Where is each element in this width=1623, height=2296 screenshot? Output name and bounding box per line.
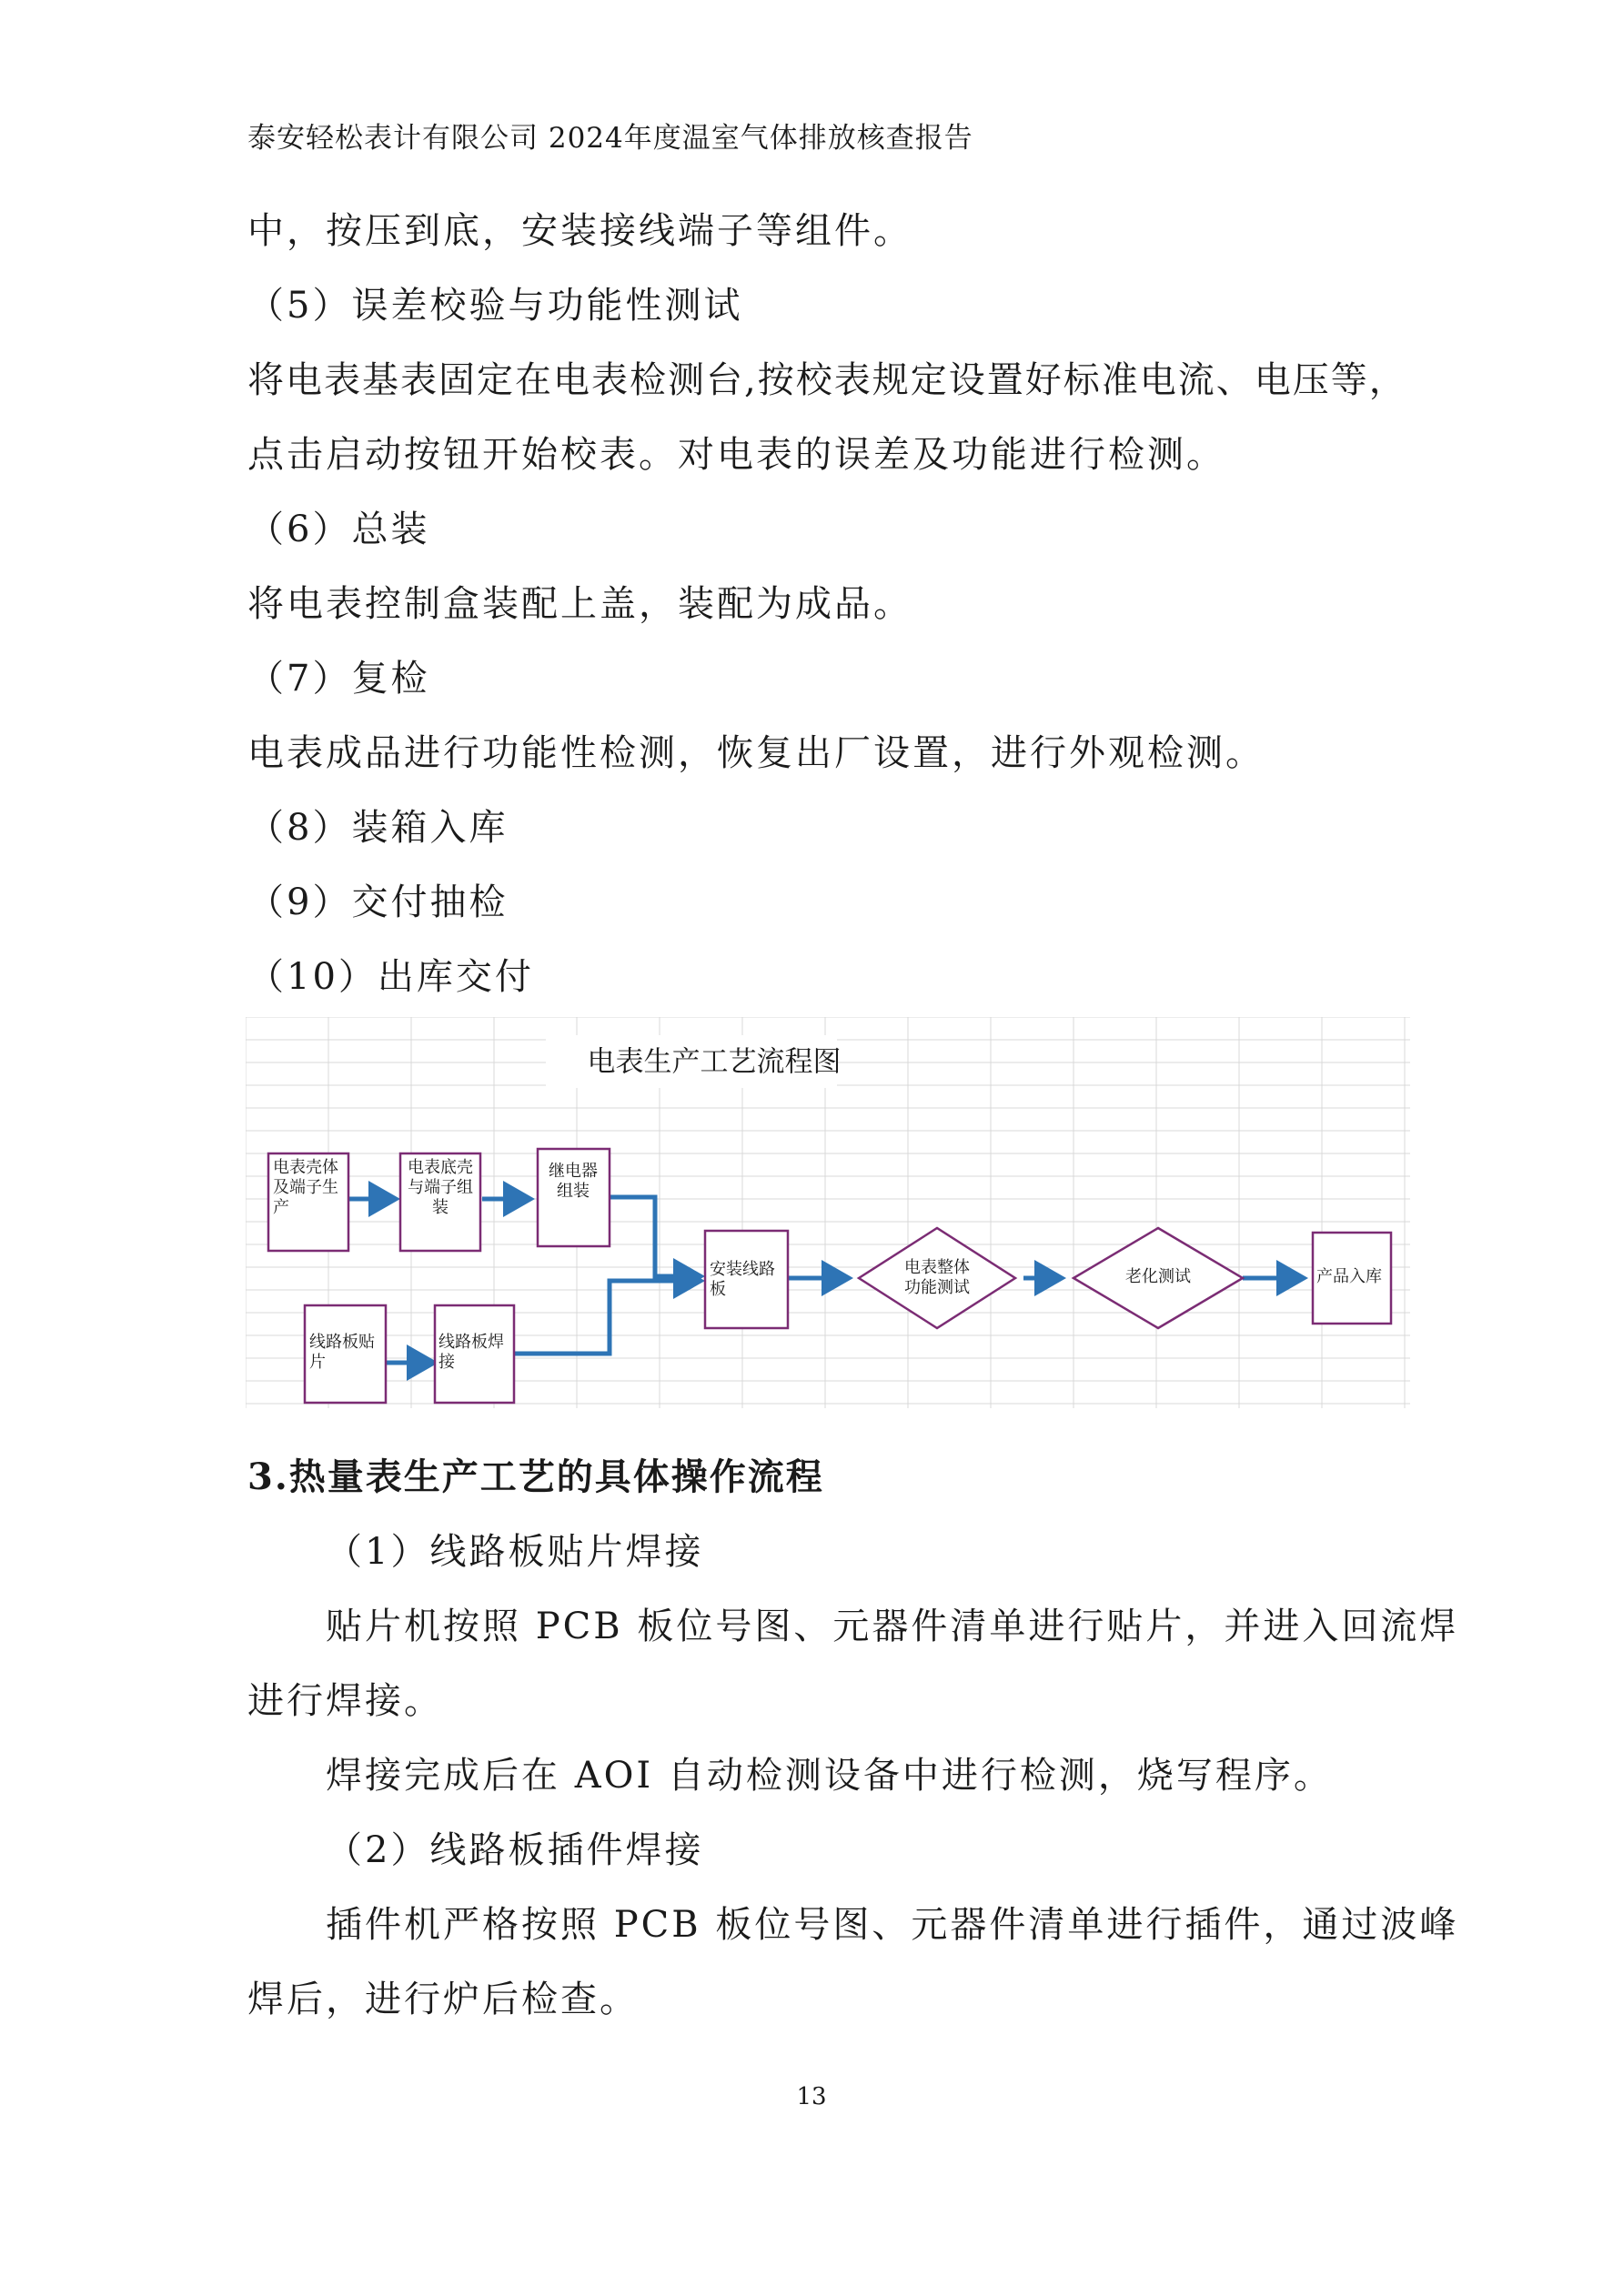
paragraph-line: 电表成品进行功能性检测，恢复出厂设置，进行外观检测。 bbox=[247, 732, 1265, 774]
node-label-product-storage: 产品入库 bbox=[1316, 1266, 1382, 1286]
paragraph-line: 点击启动按钮开始校表。对电表的误差及功能进行检测。 bbox=[247, 434, 1225, 476]
node-label-aging-test: 老化测试 bbox=[1125, 1266, 1191, 1286]
arrow-solder-to-install bbox=[514, 1281, 701, 1354]
step-heading: （2）线路板插件焊接 bbox=[326, 1829, 704, 1871]
step-heading: （9）交付抽检 bbox=[247, 881, 509, 923]
node-label-relay-assembly: 继电器组装 bbox=[549, 1161, 598, 1201]
node-label-pcb-smt: 线路板贴片 bbox=[309, 1332, 375, 1372]
paragraph-line: 将电表控制盒装配上盖，装配为成品。 bbox=[247, 583, 912, 625]
node-label-base-terminal-assembly: 电表底壳与端子组装 bbox=[408, 1157, 473, 1217]
page-number: 13 bbox=[796, 2083, 827, 2110]
step-heading: （1）线路板贴片焊接 bbox=[326, 1531, 704, 1573]
arrow-relay-to-install bbox=[610, 1197, 701, 1276]
node-label-shell-production: 电表壳体及端子生产 bbox=[273, 1157, 338, 1217]
paragraph-line: 中，按压到底，安装接线端子等组件。 bbox=[247, 210, 912, 252]
paragraph-line: 进行焊接。 bbox=[247, 1680, 443, 1722]
process-flowchart bbox=[246, 1017, 1410, 1408]
step-heading: （5）误差校验与功能性测试 bbox=[247, 285, 743, 327]
step-heading: （7）复检 bbox=[247, 658, 430, 700]
paragraph-line: 焊接完成后在 AOI 自动检测设备中进行检测，烧写程序。 bbox=[326, 1755, 1333, 1797]
section-heading: 3.热量表生产工艺的具体操作流程 bbox=[247, 1455, 824, 1498]
paragraph-line: 焊后，进行炉后检查。 bbox=[247, 1979, 639, 2020]
paragraph-line: 将电表基表固定在电表检测台,按校表规定设置好标准电流、电压等， bbox=[247, 359, 1407, 401]
flowchart-title: 电表生产工艺流程图 bbox=[587, 1045, 842, 1079]
node-label-overall-function-test: 电表整体功能测试 bbox=[904, 1257, 970, 1297]
node-label-pcb-soldering: 线路板焊接 bbox=[439, 1332, 504, 1372]
paragraph-line: 插件机严格按照 PCB 板位号图、元器件清单进行插件，通过波峰 bbox=[326, 1904, 1459, 1946]
paragraph-line: 贴片机按照 PCB 板位号图、元器件清单进行贴片，并进入回流焊 bbox=[326, 1606, 1459, 1647]
page-header: 泰安轻松表计有限公司 2024年度温室气体排放核查报告 bbox=[247, 122, 973, 155]
step-heading: （6）总装 bbox=[247, 509, 430, 550]
step-heading: （10）出库交付 bbox=[247, 956, 534, 998]
step-heading: （8）装箱入库 bbox=[247, 807, 509, 849]
node-label-install-circuit-board: 安装线路板 bbox=[710, 1259, 775, 1299]
